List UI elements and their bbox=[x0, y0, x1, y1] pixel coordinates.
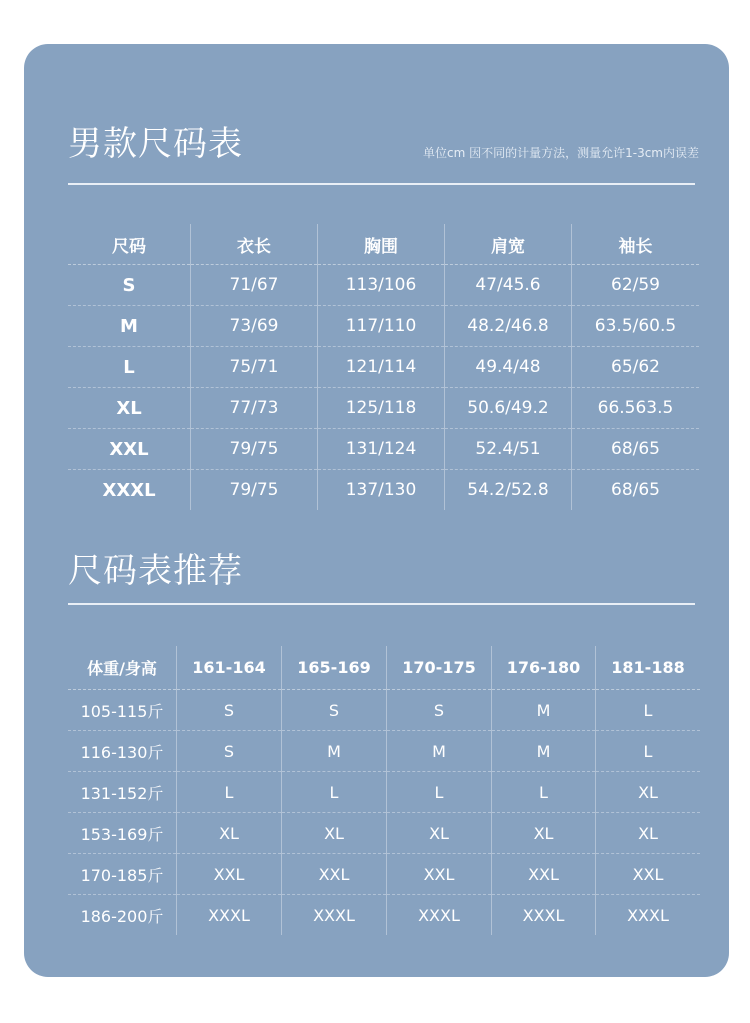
table-cell: 79/75 bbox=[191, 429, 318, 470]
column-header: 176-180 bbox=[492, 646, 596, 690]
table-cell: S bbox=[282, 690, 387, 731]
table-cell: 113/106 bbox=[318, 265, 445, 306]
table-row bbox=[68, 429, 699, 470]
table-row bbox=[68, 306, 699, 347]
table-cell: 54.2/52.8 bbox=[445, 470, 572, 511]
table-cell: M bbox=[282, 731, 387, 772]
table-cell: M bbox=[387, 731, 492, 772]
table-cell: XXL bbox=[492, 854, 596, 895]
column-header: 肩宽 bbox=[445, 224, 572, 265]
row-label: M bbox=[68, 306, 191, 347]
table-cell: 63.5/60.5 bbox=[572, 306, 700, 347]
table-cell: XL bbox=[387, 813, 492, 854]
table-row bbox=[68, 854, 700, 895]
table-row bbox=[68, 470, 699, 511]
table-cell: XL bbox=[177, 813, 282, 854]
column-header: 181-188 bbox=[596, 646, 701, 690]
column-header: 170-175 bbox=[387, 646, 492, 690]
table-cell: XXXL bbox=[282, 895, 387, 936]
table-row bbox=[68, 772, 700, 813]
table-row bbox=[68, 347, 699, 388]
table-cell: L bbox=[596, 690, 701, 731]
recommendation-table bbox=[68, 646, 700, 935]
table-cell: S bbox=[177, 731, 282, 772]
table-cell: 68/65 bbox=[572, 470, 700, 511]
row-label: XL bbox=[68, 388, 191, 429]
row-label: 131-152斤 bbox=[68, 772, 177, 813]
row-label: 116-130斤 bbox=[68, 731, 177, 772]
column-header: 161-164 bbox=[177, 646, 282, 690]
table-cell: L bbox=[492, 772, 596, 813]
table-cell: XL bbox=[492, 813, 596, 854]
row-label: 153-169斤 bbox=[68, 813, 177, 854]
table-cell: L bbox=[387, 772, 492, 813]
table-cell: 50.6/49.2 bbox=[445, 388, 572, 429]
table-cell: S bbox=[387, 690, 492, 731]
table-cell: L bbox=[282, 772, 387, 813]
table-cell: XXXL bbox=[177, 895, 282, 936]
table-cell: L bbox=[596, 731, 701, 772]
row-label: XXXL bbox=[102, 479, 156, 501]
table-cell: L bbox=[177, 772, 282, 813]
table-cell: 117/110 bbox=[318, 306, 445, 347]
row-label: XXL bbox=[68, 429, 191, 470]
column-header: 165-169 bbox=[282, 646, 387, 690]
table-row bbox=[68, 690, 700, 731]
table-cell: 73/69 bbox=[191, 306, 318, 347]
size-chart-card bbox=[24, 44, 729, 977]
table-cell: 77/73 bbox=[191, 388, 318, 429]
table-cell: XXL bbox=[282, 854, 387, 895]
table-cell: 62/59 bbox=[572, 265, 700, 306]
table-cell: XXL bbox=[177, 854, 282, 895]
table-cell: 125/118 bbox=[318, 388, 445, 429]
column-header: 尺码 bbox=[68, 224, 191, 265]
table-row bbox=[68, 731, 700, 772]
table-cell: 71/67 bbox=[191, 265, 318, 306]
column-header: 袖长 bbox=[572, 224, 700, 265]
table-cell: M bbox=[492, 690, 596, 731]
table-cell: XL bbox=[596, 813, 701, 854]
table-cell: 137/130 bbox=[318, 470, 445, 511]
table-cell: 66.563.5 bbox=[572, 388, 700, 429]
divider-line bbox=[68, 183, 695, 185]
table-cell: XXXL bbox=[492, 895, 596, 936]
column-header: 衣长 bbox=[191, 224, 318, 265]
measurement-note: 单位cm 因不同的计量方法，测量允许1-3cm内误差 bbox=[423, 146, 699, 160]
table-cell: M bbox=[492, 731, 596, 772]
table-cell: XXXL bbox=[387, 895, 492, 936]
column-header: 体重/身高 bbox=[68, 646, 177, 690]
table-row bbox=[68, 388, 699, 429]
column-header: 胸围 bbox=[318, 224, 445, 265]
size-table bbox=[68, 224, 699, 510]
divider-line bbox=[68, 603, 695, 605]
row-label: S bbox=[68, 265, 191, 306]
table-cell: XXL bbox=[387, 854, 492, 895]
table-cell: XXXL bbox=[596, 895, 701, 936]
table-cell: 121/114 bbox=[318, 347, 445, 388]
table-cell: 75/71 bbox=[191, 347, 318, 388]
table-cell: 49.4/48 bbox=[445, 347, 572, 388]
size-table-header-row bbox=[68, 224, 699, 265]
row-label: 105-115斤 bbox=[68, 690, 177, 731]
table-cell: 48.2/46.8 bbox=[445, 306, 572, 347]
table-row bbox=[68, 813, 700, 854]
table-cell: 65/62 bbox=[572, 347, 700, 388]
table-row bbox=[68, 265, 699, 306]
row-label: 170-185斤 bbox=[68, 854, 177, 895]
table-row bbox=[68, 895, 700, 936]
row-label: 186-200斤 bbox=[80, 906, 164, 926]
table-cell: 79/75 bbox=[191, 470, 318, 511]
table-cell: S bbox=[177, 690, 282, 731]
table-cell: 47/45.6 bbox=[445, 265, 572, 306]
row-label: L bbox=[68, 347, 191, 388]
table-cell: XL bbox=[596, 772, 701, 813]
table-cell: 131/124 bbox=[318, 429, 445, 470]
table-cell: XXL bbox=[596, 854, 701, 895]
table-cell: 52.4/51 bbox=[445, 429, 572, 470]
table-cell: 68/65 bbox=[572, 429, 700, 470]
section-title-mens-size-chart: 男款尺码表 bbox=[68, 124, 243, 164]
table-cell: XL bbox=[282, 813, 387, 854]
recommendation-table-header-row bbox=[68, 646, 700, 690]
section-title-size-recommendation: 尺码表推荐 bbox=[68, 551, 243, 591]
